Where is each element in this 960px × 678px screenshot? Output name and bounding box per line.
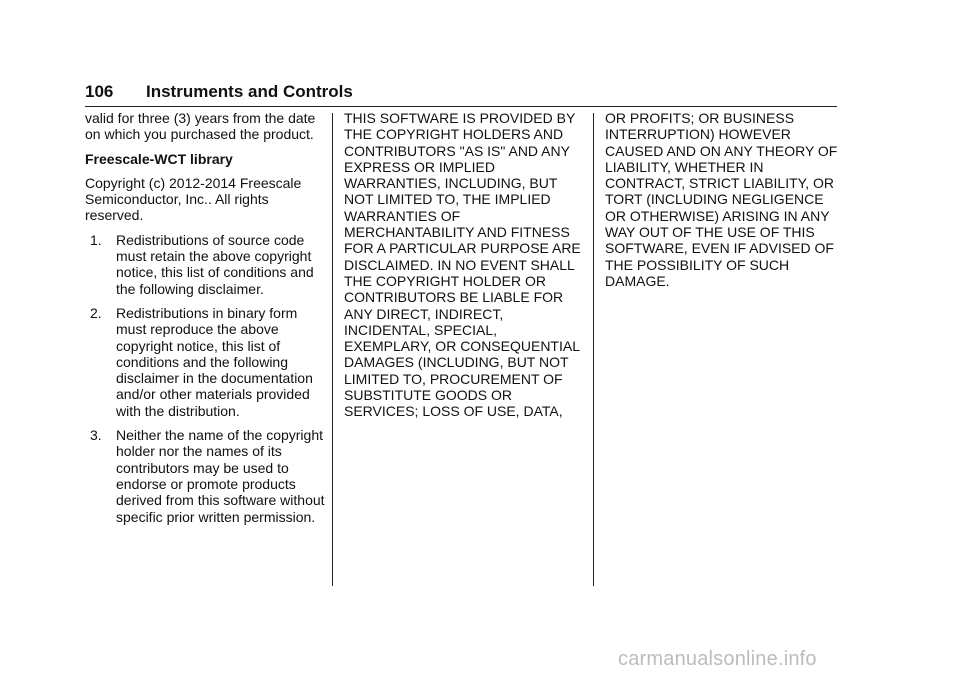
page-header (85, 80, 837, 107)
page-number: 106 (85, 82, 114, 101)
clause-text: Redistributions in binary form must reproduce the above copyright notice, this list of conditions and the following disclaimer in the documentation and/or other materials provided with the distribution. (116, 304, 313, 419)
library-heading: Freescale-WCT library (85, 150, 233, 167)
clause-number: 3. (90, 427, 102, 444)
copyright-notice: Copyright (c) 2012-2014 Freescale Semiconductor, Inc.. All rights reserved. (85, 174, 302, 224)
column-divider (593, 113, 594, 586)
clause-item (85, 232, 325, 297)
clause-item (85, 305, 325, 419)
clause-number: 1. (90, 231, 102, 248)
disclaimer-paragraph: THIS SOFTWARE IS PROVIDED BY THE COPYRIGHT HOLDERS AND CONTRIBUTORS "AS IS" AND ANY EXPRESS OR IMPLIED WARRANTIES, INCLUDING, BUT NOT LIMITED TO, THE IMPLIED WARRANTIES OF MERCHANTABILITY AND FITNESS FOR A PARTICULAR PURPOSE ARE DISCLAIMED. IN NO EVENT SHALL THE COPYRIGHT HOLDER OR CONTRIBUTORS BE LIABLE FOR ANY DIRECT, INDIRECT, INCIDENTAL, SPECIAL, EXEMPLARY, OR CONSEQUENTIAL DAMAGES (INCLUDING, BUT NOT LIMITED TO, PROCUREMENT OF SUBSTITUTE GOODS OR SERVICES; LOSS OF USE, DATA, (344, 110, 581, 420)
column-1 (85, 110, 325, 533)
section-title: Instruments and Controls (146, 82, 353, 101)
clause-number: 2. (90, 304, 102, 321)
clause-text: Neither the name of the copyright holder nor the names of its contributors may be used to endorse or promote products derived from this software without specific prior written permission. (116, 427, 325, 525)
column-3 (605, 110, 845, 297)
site-watermark: carmanualsonline.info (618, 648, 817, 670)
intro-paragraph: valid for three (3) years from the date on which you purchased the product. (85, 110, 316, 143)
clause-text: Redistributions of source code must retain the above copyright notice, this list of conditions and the following disclaimer. (116, 231, 314, 297)
license-clauses (85, 232, 325, 525)
column-divider (332, 113, 333, 586)
column-2 (344, 110, 584, 428)
clause-item (85, 427, 325, 525)
disclaimer-continuation: OR PROFITS; OR BUSINESS INTERRUPTION) HOWEVER CAUSED AND ON ANY THEORY OF LIABILITY, WHETHER IN CONTRACT, STRICT LIABILITY, OR TORT (INCLUDING NEGLIGENCE OR OTHERWISE) ARISING IN ANY WAY OUT OF THE USE OF THIS SOFTWARE, EVEN IF ADVISED OF THE POSSIBILITY OF SUCH DAMAGE. (605, 110, 838, 289)
